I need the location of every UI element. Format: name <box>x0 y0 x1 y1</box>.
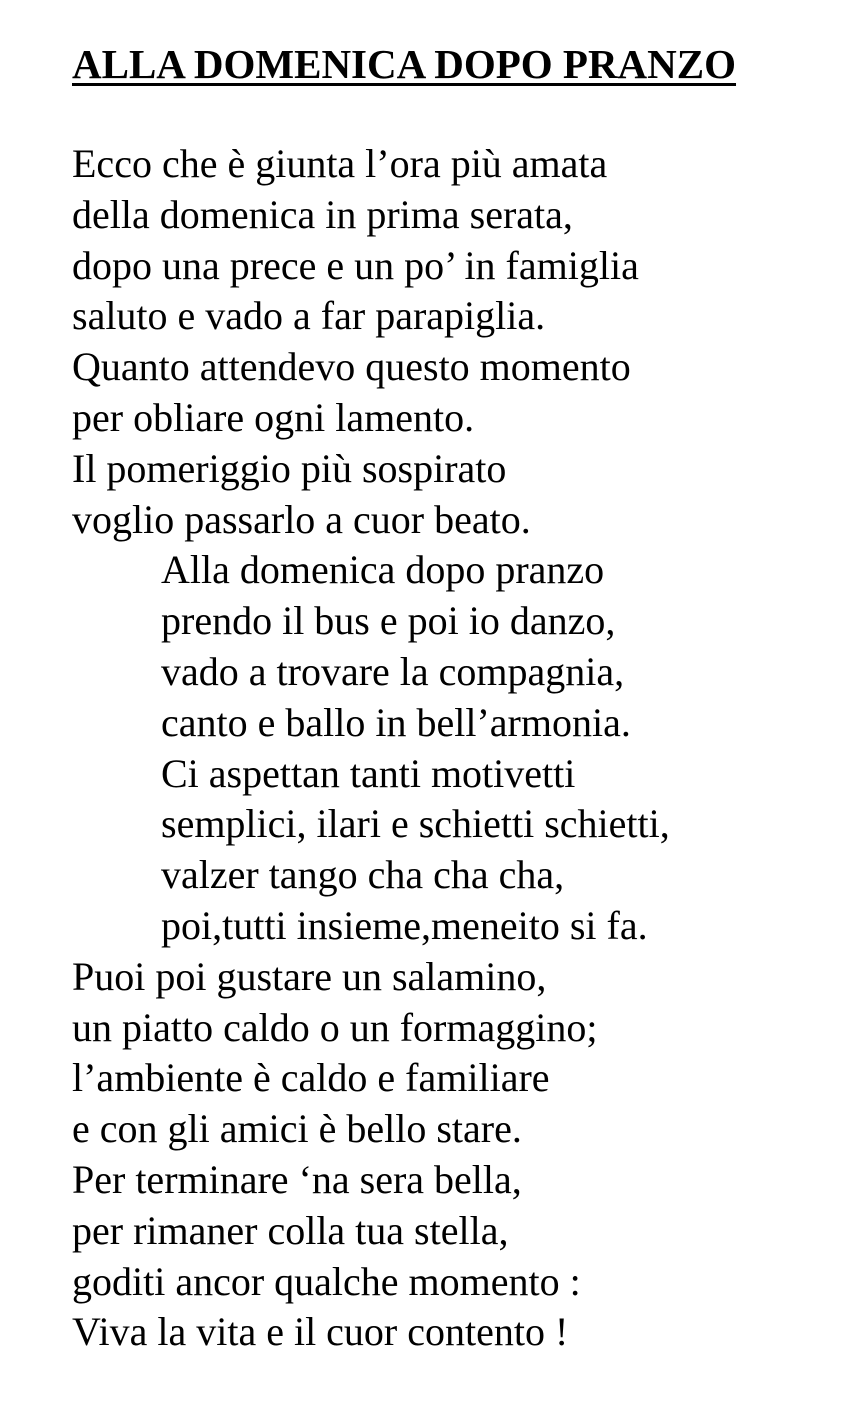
refrain-line: semplici, ilari e schietti schietti, <box>161 801 670 847</box>
refrain-line: Alla domenica dopo pranzo <box>161 547 605 593</box>
verse-line: Ecco che è giunta l’ora più amata <box>72 141 608 186</box>
verse-line: della domenica in prima serata, <box>72 191 573 237</box>
refrain-line: valzer tango cha cha cha, <box>161 852 565 898</box>
verse-line: per rimaner colla tua stella, <box>72 1207 509 1253</box>
verse-line: goditi ancor qualche momento : <box>72 1258 581 1304</box>
refrain-line: prendo il bus e poi io danzo, <box>161 598 616 644</box>
refrain-line: canto e ballo in bell’armonia. <box>161 699 631 745</box>
verse-line: e con gli amici è bello stare. <box>72 1106 522 1152</box>
refrain-line: Ci aspettan tanti motivetti <box>161 750 576 796</box>
verse-line: dopo una prece e un po’ in famiglia <box>72 242 639 288</box>
refrain-line: vado a trovare la compagnia, <box>161 648 625 694</box>
refrain-line: poi,tutti insieme,meneito si fa. <box>161 902 648 948</box>
poem-title: ALLA DOMENICA DOPO PRANZO <box>72 41 737 87</box>
verse-line: voglio passarlo a cuor beato. <box>72 496 531 542</box>
verse-line: Il pomeriggio più sospirato <box>72 445 507 491</box>
verse-line: un piatto caldo o un formaggino; <box>72 1004 598 1050</box>
poem-body <box>72 139 670 1358</box>
verse-line: Viva la vita e il cuor contento ! <box>72 1309 569 1355</box>
verse-line: Puoi poi gustare un salamino, <box>72 953 547 999</box>
verse-line: Per terminare ‘na sera bella, <box>72 1156 522 1202</box>
verse-line: Quanto attendevo questo momento <box>72 344 631 390</box>
verse-line: per obliare ogni lamento. <box>72 394 475 440</box>
verse-line: saluto e vado a far parapiglia. <box>72 293 546 339</box>
verse-line: l’ambiente è caldo e familiare <box>72 1055 550 1101</box>
